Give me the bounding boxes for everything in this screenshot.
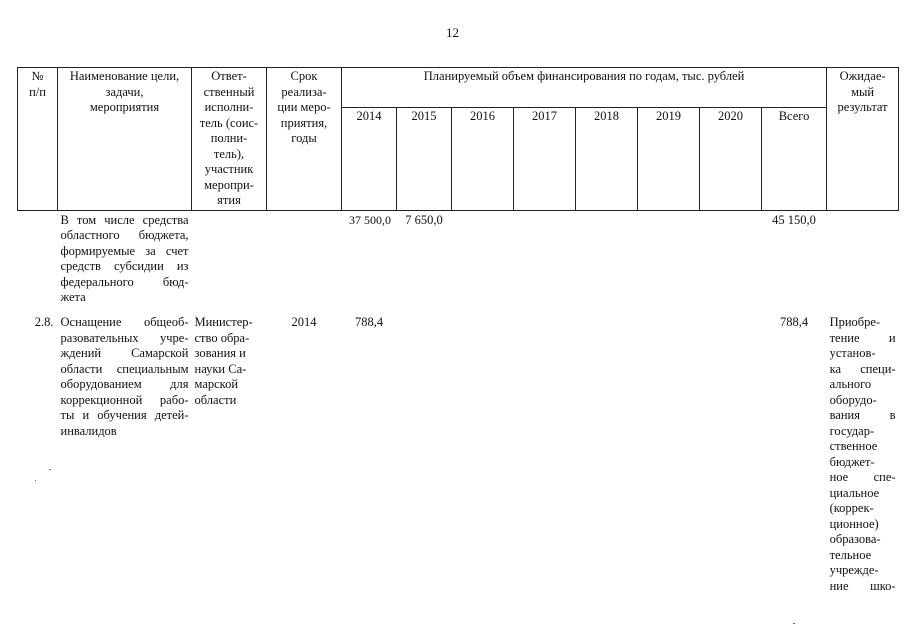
row-value	[514, 210, 576, 313]
header-executor-line: полни-	[210, 131, 248, 145]
row-result	[827, 210, 899, 313]
row-value	[397, 313, 452, 596]
header-year: 2015	[397, 107, 452, 210]
row-result-line: образова-	[829, 532, 881, 546]
table-row	[18, 210, 899, 313]
row-name-line: В том числе средства	[60, 212, 189, 227]
row-name-line: разовательных учре-	[60, 330, 189, 345]
row-value	[576, 313, 638, 596]
row-value: 37 500,0	[349, 212, 391, 227]
header-result-line: Ожидае-	[839, 69, 886, 83]
row-name-line: федерального бюд-	[60, 274, 189, 289]
header-name-line: мероприятия	[89, 100, 160, 114]
row-executor-line: Министер-	[194, 315, 253, 329]
row-result-line: ционное)	[829, 516, 879, 531]
row-name-line: областного бюджета,	[60, 228, 189, 242]
row-result-line: циальное	[829, 485, 880, 500]
header-executor-line: исполни-	[204, 100, 254, 114]
header-financing: Планируемый объем финансирования по годам, тыс. рублей	[342, 68, 827, 108]
header-name-line: задачи,	[105, 84, 144, 99]
row-result-line: ное спе-	[829, 470, 896, 484]
row-result-line: оборудо-	[829, 392, 877, 407]
row-result-line: (коррек-	[829, 501, 874, 515]
row-total: 788,4	[779, 315, 809, 329]
row-result-line: тельное	[829, 547, 872, 562]
header-executor-line: тель (соис-	[199, 115, 259, 130]
row-result	[827, 313, 899, 596]
row-result-line: ственное	[829, 439, 878, 453]
row-executor	[192, 210, 267, 313]
row-name-line: жета	[60, 290, 86, 304]
row-name-line: ты и обучения детей-	[60, 408, 189, 422]
header-year: 2017	[514, 107, 576, 210]
row-executor-line: области	[194, 392, 237, 407]
row-name-line: оборудованием для	[60, 377, 189, 391]
header-executor-line: Ответ-	[211, 69, 247, 83]
scan-speck	[793, 623, 795, 624]
row-term: 2014	[291, 315, 317, 329]
header-term-line: ции меро-	[277, 100, 331, 114]
scan-speck	[49, 469, 51, 470]
header-term-line: приятия,	[280, 115, 328, 130]
row-result-line: установ-	[829, 346, 876, 360]
row-name-line: инвалидов	[60, 423, 117, 438]
row-value	[638, 210, 700, 313]
row-number: 2.8.	[34, 315, 54, 329]
scan-speck	[35, 480, 36, 481]
row-result-line: тение и	[829, 330, 896, 345]
header-year: 2020	[700, 107, 762, 210]
header-executor-line: ятия	[217, 193, 241, 207]
row-value	[452, 210, 514, 313]
row-value	[514, 313, 576, 596]
row-name-line: средств субсидии из	[60, 259, 189, 273]
header-term	[267, 68, 342, 211]
header-no-line: №	[31, 69, 44, 83]
row-name-line: области специальным	[60, 361, 189, 376]
row-name	[58, 210, 192, 313]
row-name	[58, 313, 192, 596]
row-result-line: государ-	[829, 423, 875, 438]
row-value: 7 650,0	[405, 212, 443, 227]
header-executor-line: ственный	[203, 84, 255, 99]
row-name-line: коррекционной рабо-	[60, 392, 189, 407]
header-total: Всего	[762, 107, 827, 210]
header-year: 2019	[638, 107, 700, 210]
header-name	[58, 68, 192, 211]
header-result-line: мый	[851, 84, 875, 99]
header-term-line: годы	[291, 131, 317, 145]
row-executor	[192, 313, 267, 596]
header-executor-line: тель),	[213, 146, 245, 161]
row-result-line: учрежде-	[829, 563, 879, 577]
row-executor-line: ство обра-	[194, 330, 250, 345]
financing-plan-table	[17, 67, 899, 596]
header-executor-line: меропри-	[204, 177, 254, 192]
header-result-line: результат	[837, 100, 888, 114]
row-result-line: ального	[829, 377, 872, 391]
header-year: 2014	[342, 107, 397, 210]
row-term	[267, 210, 342, 313]
header-no	[18, 68, 58, 211]
row-result-line: бюджет-	[829, 454, 875, 469]
header-year: 2016	[452, 107, 514, 210]
header-no-line: п/п	[29, 84, 46, 99]
row-value	[576, 210, 638, 313]
row-value	[700, 210, 762, 313]
header-name-line: Наименование цели,	[69, 69, 180, 83]
page-number: 12	[446, 25, 459, 40]
row-name-line: Оснащение общеоб-	[60, 315, 189, 329]
row-result-line: ка специ-	[829, 361, 896, 376]
row-result-line: ние шко-	[829, 578, 896, 593]
row-value: 788,4	[354, 315, 384, 329]
header-year: 2018	[576, 107, 638, 210]
row-result-line: Приобре-	[829, 315, 881, 329]
row-name-line: формируемые за счет	[60, 243, 189, 258]
row-value	[452, 313, 514, 596]
header-executor	[192, 68, 267, 211]
header-result	[827, 68, 899, 211]
row-value	[700, 313, 762, 596]
row-value	[638, 313, 700, 596]
header-executor-line: участник	[204, 162, 254, 176]
row-number	[18, 210, 58, 313]
row-executor-line: зования и	[194, 346, 246, 360]
row-name-line: ждений Самарской	[60, 346, 189, 360]
row-total: 45 150,0	[772, 212, 816, 227]
row-executor-line: науки Са-	[194, 361, 247, 376]
header-term-line: реализа-	[281, 84, 327, 99]
header-term-line: Срок	[290, 69, 318, 83]
row-executor-line: марской	[194, 377, 239, 391]
row-result-line: вания в	[829, 408, 896, 422]
table-row	[18, 313, 899, 596]
